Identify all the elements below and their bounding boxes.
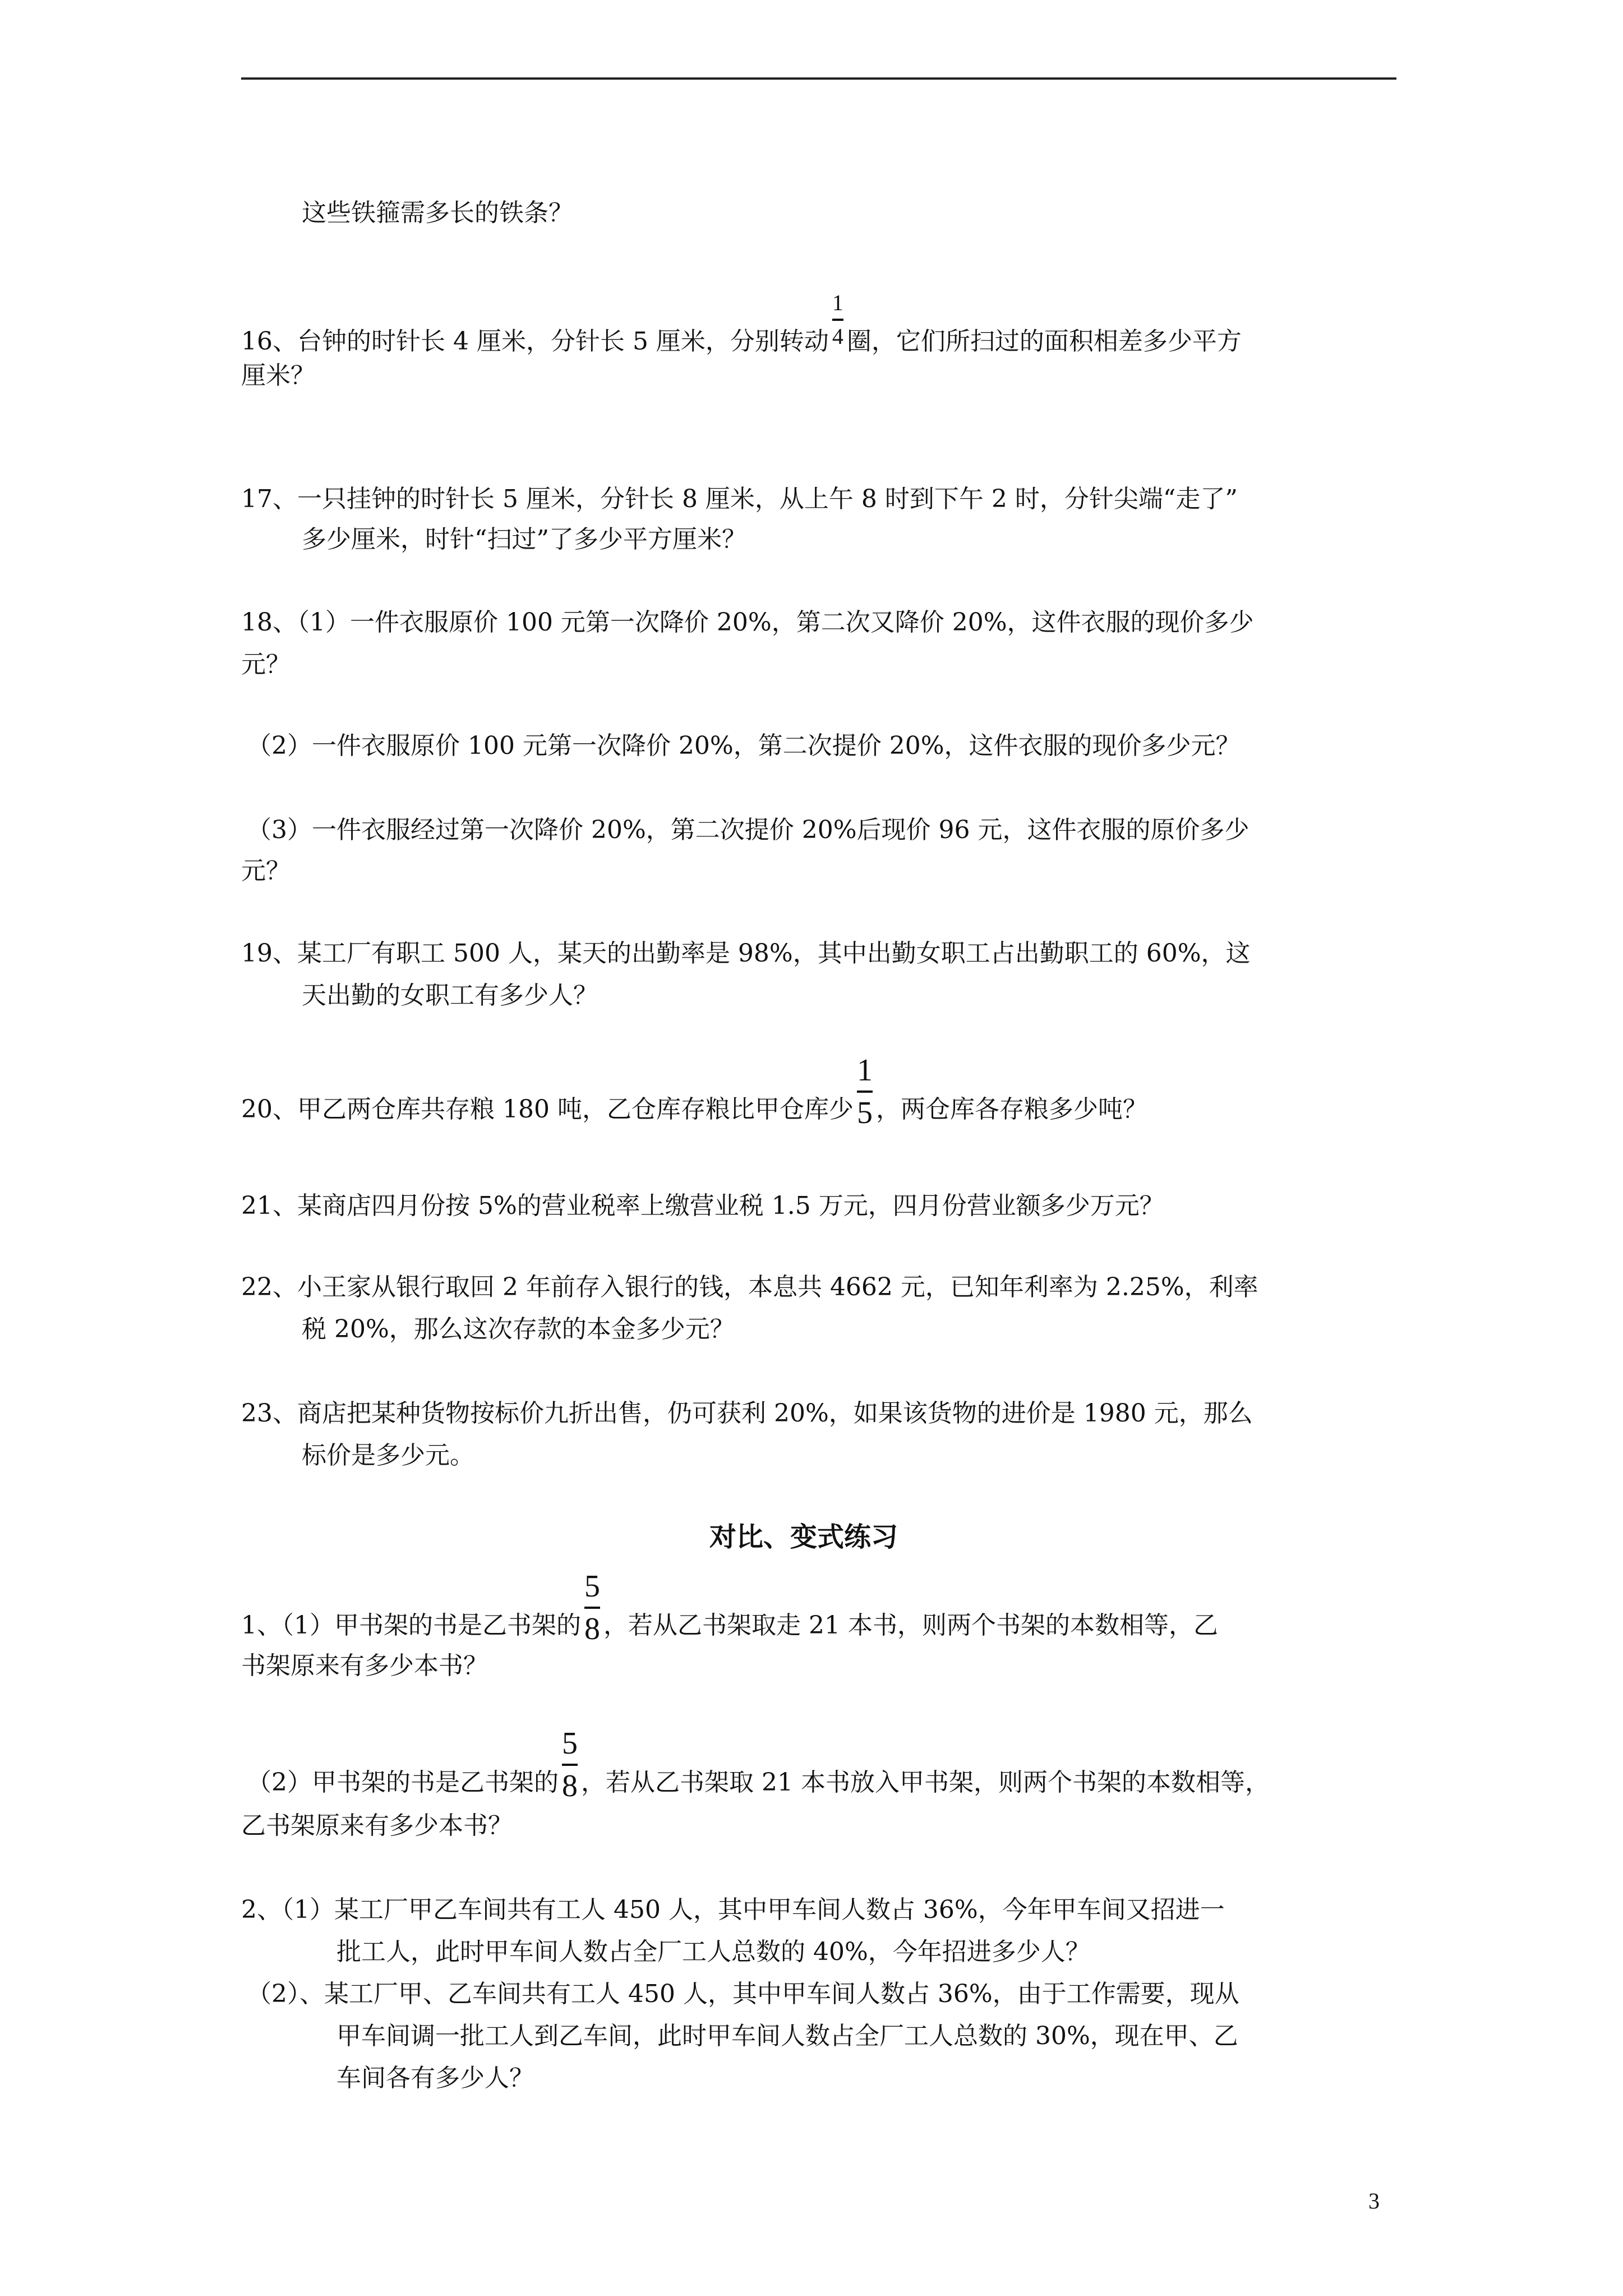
q16-fraction: [832, 292, 843, 348]
q20-text-before: 20、甲乙两仓库共存粮 180 吨，乙仓库存粮比甲仓库少: [241, 1095, 854, 1124]
q17-line1: 17、一只挂钟的时针长 5 厘米，分针长 8 厘米，从上午 8 时到下午 2 时，分针尖端“走了”: [241, 485, 1238, 513]
q19-line2: 天出勤的女职工有多少人？: [302, 981, 598, 1010]
q20-line: [241, 1055, 1147, 1129]
c2-p1-line2: 批工人，此时甲车间人数占全厂工人总数的 40%，今年招进多少人？: [336, 1938, 1090, 1966]
q20-frac-den: 5: [856, 1096, 873, 1130]
q18-p3-line1: （3）一件衣服经过第一次降价 20%，第二次提价 20%后现价 96 元，这件衣服的原价多少: [247, 816, 1249, 844]
q23-line1: 23、商店把某种货物按标价九折出售，仍可获利 20%，如果该货物的进价是 1980 元，那么: [241, 1399, 1253, 1428]
c1-p1-line1: [241, 1571, 1218, 1645]
q21: 21、某商店四月份按 5%的营业税率上缴营业税 1.5 万元，四月份营业额多少万元？: [241, 1191, 1164, 1220]
fraction-bar: [832, 319, 843, 321]
c2-p2-line1: （2）、某工厂甲、乙车间共有工人 450 人，其中甲车间人数占 36%，由于工作需要，现从: [247, 1980, 1239, 2008]
q16-line2: 厘米？: [241, 361, 315, 390]
c2-p2-line3: 车间各有多少人？: [336, 2064, 534, 2092]
q15-tail: 这些铁箍需多长的铁条？: [302, 199, 573, 227]
q20-text-after: ，两仓库各存粮多少吨？: [875, 1095, 1147, 1124]
q18-p1-line1: 18、（1）一件衣服原价 100 元第一次降价 20%，第二次又降价 20%，这件衣服的现价多少: [241, 608, 1254, 637]
q20-fraction: [857, 1055, 873, 1129]
c1-p2-line1: [247, 1728, 1270, 1802]
fraction-bar: [584, 1607, 600, 1609]
c1-p1-fraction: [584, 1571, 600, 1645]
fraction-bar: [857, 1091, 873, 1093]
c1-p2-text-after: ，若从乙书架取 21 本书放入甲书架，则两个书架的本数相等，: [581, 1768, 1270, 1797]
c1-p2-frac-num: 5: [562, 1726, 578, 1761]
c2-p2-line2: 甲车间调一批工人到乙车间，此时甲车间人数占全厂工人总数的 30%，现在甲、乙: [336, 2022, 1238, 2050]
c2-p1-line1: 2、（1）某工厂甲乙车间共有工人 450 人，其中甲车间人数占 36%，今年甲车间又招进一: [241, 1895, 1225, 1924]
q16-frac-den: 4: [832, 324, 843, 349]
q18-p1-line2: 元？: [241, 650, 291, 679]
q18-p2: （2）一件衣服原价 100 元第一次降价 20%，第二次提价 20%，这件衣服的现价多少元？: [247, 731, 1241, 760]
q22-line1: 22、小王家从银行取回 2 年前存入银行的钱，本息共 4662 元，已知年利率为 2.25%，利率: [241, 1273, 1258, 1301]
c1-p1-frac-den: 8: [584, 1612, 600, 1646]
c1-p1-text-after: ，若从乙书架取走 21 本书，则两个书架的本数相等，乙: [603, 1611, 1218, 1640]
c1-p2-fraction: [562, 1728, 578, 1802]
c1-p2-frac-den: 8: [562, 1769, 578, 1803]
q19-line1: 19、某工厂有职工 500 人，某天的出勤率是 98%，其中出勤女职工占出勤职工的 60%，这: [241, 939, 1251, 968]
c1-p1-line2: 书架原来有多少本书？: [241, 1651, 488, 1680]
q20-frac-num: 1: [856, 1053, 873, 1088]
page-number: 3: [1368, 2188, 1380, 2214]
q16-frac-num: 1: [832, 290, 843, 315]
section-heading: 对比、变式练习: [709, 1521, 898, 1553]
q16-text-after: 圈，它们所扫过的面积相差多少平方: [846, 327, 1242, 356]
q23-line2: 标价是多少元。: [302, 1441, 474, 1470]
q16-line1: [241, 292, 1242, 358]
fraction-bar: [562, 1764, 578, 1766]
header-rule: [241, 77, 1396, 80]
q22-line2: 税 20%，那么这次存款的本金多少元？: [302, 1315, 735, 1343]
q17-line2: 多少厘米，时针“扫过”了多少平方厘米？: [302, 525, 746, 554]
c1-p2-text-before: （2）甲书架的书是乙书架的: [247, 1768, 559, 1797]
c1-p2-line2: 乙书架原来有多少本书？: [241, 1811, 513, 1840]
q16-text-before: 16、台钟的时针长 4 厘米，分针长 5 厘米，分别转动: [241, 327, 829, 356]
q18-p3-line2: 元？: [241, 857, 291, 885]
c1-p1-text-before: 1、（1）甲书架的书是乙书架的: [241, 1611, 581, 1640]
c1-p1-frac-num: 5: [584, 1569, 600, 1604]
